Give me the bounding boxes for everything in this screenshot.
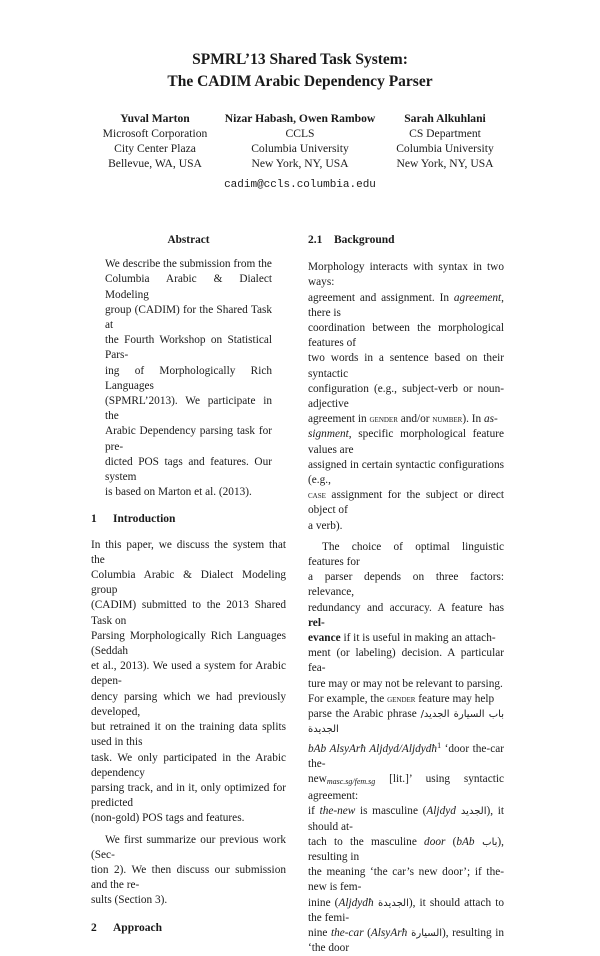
contact-email[interactable]: cadim@ccls.columbia.edu (224, 179, 376, 191)
body-line: two words in a sentence based on their syntactic (308, 352, 504, 380)
paper-title-line-2: The CADIM Arabic Dependency Parser (167, 73, 433, 90)
author-affiliation: New York, NY, USA (396, 157, 494, 170)
intro-line: sults (Section 3). (91, 894, 168, 907)
left-column (91, 233, 286, 936)
paper-title-line-1: SPMRL’13 Shared Task System: (192, 51, 408, 68)
body-line: evance if it is useful in making an attach- (308, 632, 496, 645)
body-line: Morphology interacts with syntax in two ways: (308, 261, 504, 289)
intro-line: (non-gold) POS tags and features. (91, 812, 245, 825)
author-name: Sarah Alkuhlani (404, 112, 486, 125)
intro-line: Columbia Arabic & Dialect Modeling group (91, 569, 286, 597)
section-title: Introduction (113, 513, 176, 526)
intro-line: but retrained it on the training data splits used in this (91, 721, 286, 749)
author-affiliation: City Center Plaza (114, 142, 196, 155)
abstract-heading: Abstract (167, 234, 210, 246)
author-affiliation: CS Department (409, 127, 481, 140)
author-affiliation: Bellevue, WA, USA (108, 157, 202, 170)
footnote-marker[interactable]: 1 (437, 740, 442, 750)
intro-line: We first summarize our previous work (Sec- (91, 833, 286, 861)
body-line: bAb AlsyArħ Aljdyd/Aljdydħ$^1$ ‘door the-car the- (308, 740, 504, 770)
abstract-line: Columbia Arabic & Dialect Modeling (105, 273, 272, 301)
body-line: The choice of optimal linguistic features for (308, 540, 504, 569)
body-line: ture may or may not be relevant to parsing. (308, 677, 503, 690)
intro-line: In this paper, we discuss the system that the (91, 538, 286, 566)
abstract-line: is based on Marton et al. (2013). (105, 486, 252, 499)
abstract-line: dicted POS tags and features. Our system (105, 455, 272, 484)
intro-line: task. We only participated in the Arabic dependency (91, 751, 286, 779)
section-title: Background (334, 234, 395, 246)
body-line: if the-new is masculine (Aljdyd الجديد), it should at- (308, 805, 504, 833)
body-line: a verb). (308, 519, 343, 532)
author-name: Nizar Habash, Owen Rambow (224, 112, 376, 125)
body-line: coordination between the morphological features of (308, 322, 504, 350)
author-affiliation: Columbia University (251, 142, 349, 155)
body-line: the meaning ‘the car’s new door’; if the-new is fem- (308, 866, 504, 894)
body-line: a parser depends on three factors: relevance, (308, 571, 504, 599)
body-line: agreement and assignment. In agreement, there is (308, 291, 504, 319)
body-line: For example, the gender feature may help (308, 692, 495, 705)
author-affiliation: New York, NY, USA (251, 157, 349, 170)
section-heading-approach (91, 921, 286, 936)
author-affiliation: Microsoft Corporation (102, 127, 208, 140)
body-line: configuration (e.g., subject-verb or noun-adjective (308, 382, 504, 411)
section-heading-introduction (91, 512, 286, 527)
intro-line: tion 2). We then discuss our submission and the re- (91, 863, 286, 892)
body-line: agreement in gender and/or number). In as- (308, 413, 498, 426)
body-line: nine the-car (AlsyArħ السيارة), resulting in ‘the door (308, 926, 504, 955)
body-line: case assignment for the subject or direct object of (308, 489, 504, 517)
section-number: 1 (91, 513, 97, 526)
author-block-3 (375, 111, 515, 171)
abstract-line: the Fourth Workshop on Statistical Pars- (105, 334, 272, 362)
section-heading-background (308, 233, 504, 248)
body-line: assigned in certain syntactic configurations (e.g., (308, 458, 504, 487)
body-line: signment, specific morphological feature values are (308, 428, 504, 456)
section-title: Approach (113, 921, 162, 934)
section-number: 2 (91, 921, 97, 934)
intro-line: et al., 2013). We used a system for Arabic depen- (91, 660, 286, 688)
intro-line: dency parsing which we had previously developed, (91, 690, 286, 718)
body-line: redundancy and accuracy. A feature has rel- (308, 601, 504, 629)
section-number: 2.1 (308, 234, 323, 246)
intro-line: parsing track, and in it, only optimized for predicted (91, 781, 286, 810)
abstract-line: We describe the submission from the (105, 258, 272, 271)
body-line: inine (Aljdydħ الجديدة), it should attach to the femi- (308, 896, 504, 924)
abstract-line: ing of Morphologically Rich Languages (105, 364, 272, 392)
body-line: new$_{masc.sg/fem.sg}$ [lit.]’ using syntactic agreement: (308, 772, 504, 803)
right-column (308, 233, 504, 956)
body-line: tach to the masculine door (bAb باب), resulting in (308, 835, 504, 863)
intro-line: (CADIM) submitted to the 2013 Shared Task on (91, 599, 286, 627)
abstract-body (91, 257, 286, 500)
author-name: Yuval Marton (120, 112, 190, 125)
author-block-1 (85, 111, 225, 171)
author-affiliation: CCLS (285, 127, 315, 140)
author-affiliation: Columbia University (396, 142, 494, 155)
body-line: parse the Arabic phrase باب السيارة الجديد/الجديدة (308, 708, 504, 736)
body-line: ment (or labeling) decision. A particular fea- (308, 647, 504, 675)
intro-line: Parsing Morphologically Rich Languages (Seddah (91, 629, 286, 658)
abstract-line: Arabic Dependency parsing task for pre- (105, 425, 272, 453)
author-block-2 (210, 111, 390, 171)
abstract-line: group (CADIM) for the Shared Task at (105, 303, 272, 332)
abstract-line: (SPMRL’2013). We participate in the (105, 395, 272, 423)
